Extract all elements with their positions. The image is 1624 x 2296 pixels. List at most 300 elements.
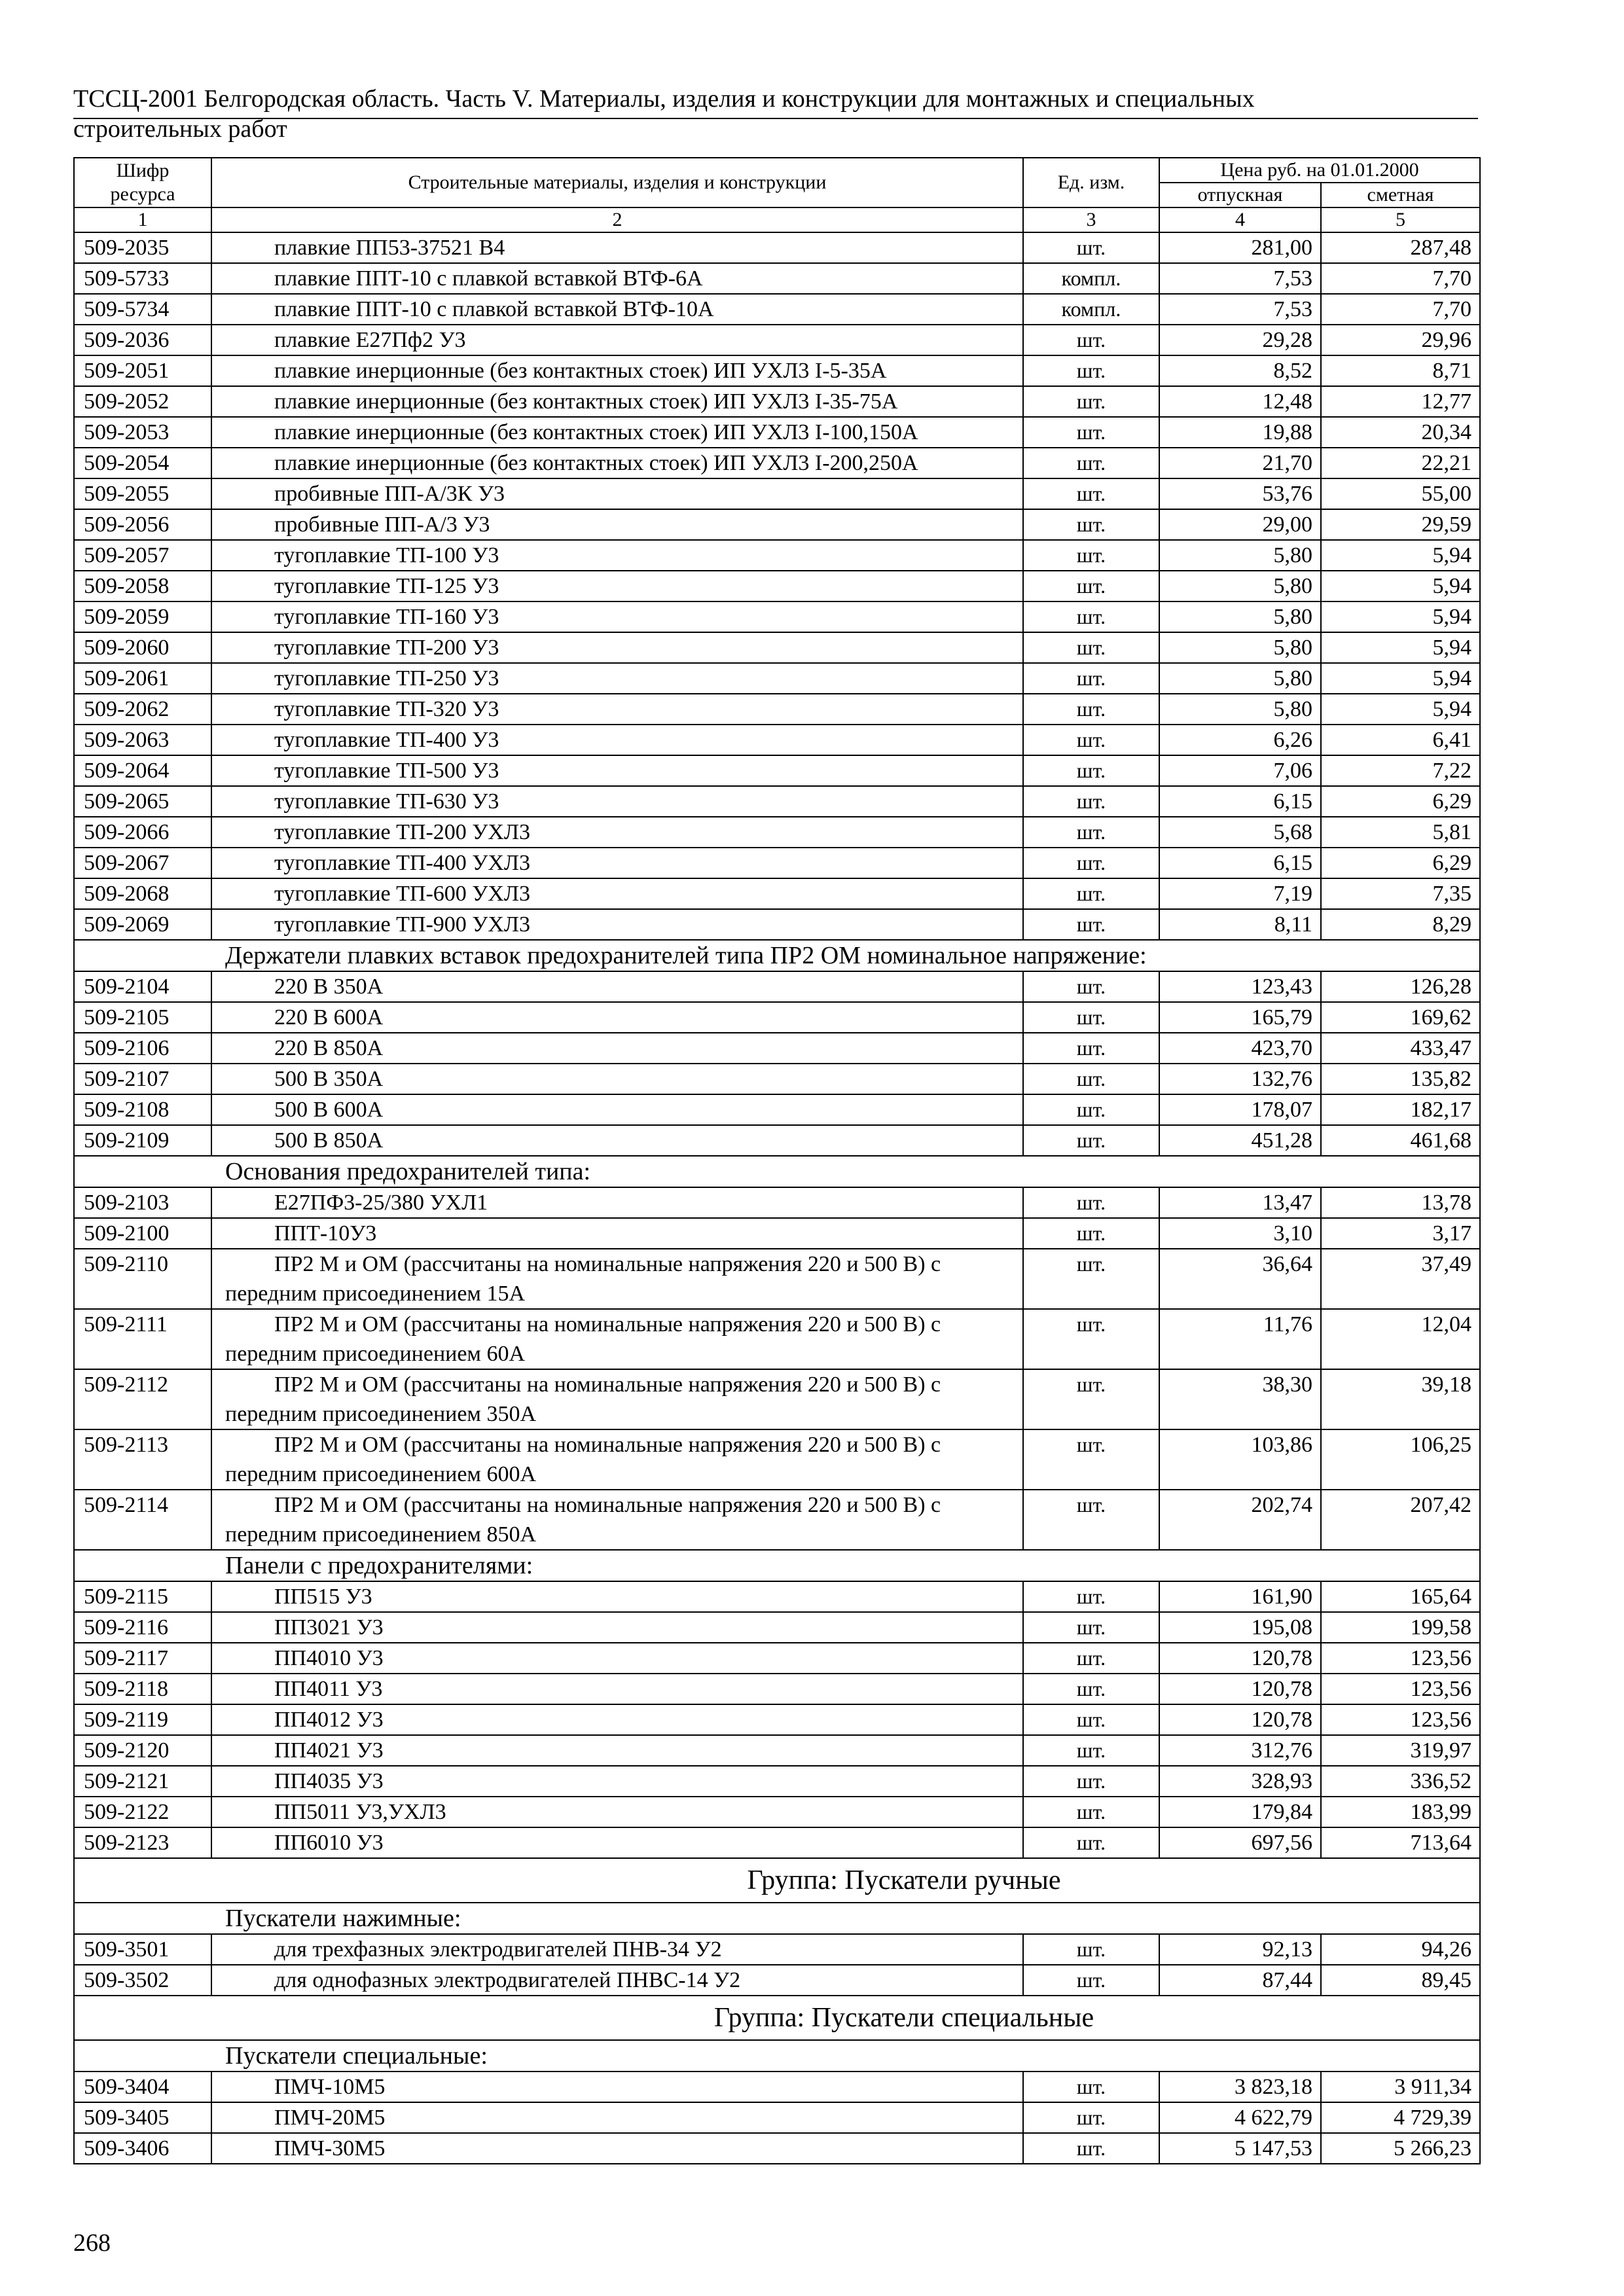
material-name: ПП4010 У3 <box>211 1643 1023 1674</box>
material-name: плавкие инерционные (без контактных стоек) ИП УХЛ3 I-35-75А <box>211 386 1023 417</box>
resource-code: 509-2111 <box>74 1309 211 1369</box>
header-title-line1: ТССЦ-2001 Белгородская область. Часть V. Материалы, изделия и конструкции для монтажных и специальных <box>73 85 1255 113</box>
unit-of-measure: шт. <box>1023 1674 1159 1704</box>
release-price: 7,53 <box>1159 294 1321 325</box>
material-name: ППТ-10У3 <box>211 1218 1023 1249</box>
column-number: 4 <box>1159 207 1321 232</box>
subsection-row <box>74 1903 1480 1934</box>
estimate-price: 5,94 <box>1321 694 1480 725</box>
unit-of-measure: шт. <box>1023 509 1159 540</box>
release-price: 120,78 <box>1159 1704 1321 1735</box>
unit-of-measure: шт. <box>1023 1612 1159 1643</box>
table-row <box>74 1064 1480 1094</box>
unit-of-measure: шт. <box>1023 540 1159 571</box>
unit-of-measure: шт. <box>1023 1369 1159 1429</box>
unit-of-measure: шт. <box>1023 1704 1159 1735</box>
unit-of-measure: шт. <box>1023 1064 1159 1094</box>
estimate-price: 6,29 <box>1321 786 1480 817</box>
table-row <box>74 1674 1480 1704</box>
material-name: ПР2 М и ОМ (рассчитаны на номинальные напряжения 220 и 500 В) с передним присоединением 15А <box>211 1249 1023 1309</box>
header-estimate: сметная <box>1321 183 1480 207</box>
release-price: 697,56 <box>1159 1827 1321 1858</box>
estimate-price: 433,47 <box>1321 1033 1480 1064</box>
resource-code: 509-2109 <box>74 1125 211 1156</box>
resource-code: 509-2113 <box>74 1429 211 1490</box>
material-name: ПР2 М и ОМ (рассчитаны на номинальные напряжения 220 и 500 В) с передним присоединением 600А <box>211 1429 1023 1490</box>
material-name: ПМЧ-10М5 <box>211 2072 1023 2102</box>
page-header <box>73 84 1478 144</box>
release-price: 120,78 <box>1159 1643 1321 1674</box>
unit-of-measure: шт. <box>1023 1827 1159 1858</box>
unit-of-measure: шт. <box>1023 386 1159 417</box>
resource-code: 509-2119 <box>74 1704 211 1735</box>
resource-code: 509-2058 <box>74 571 211 601</box>
unit-of-measure: шт. <box>1023 1766 1159 1797</box>
material-name: тугоплавкие ТП-900 УХЛ3 <box>211 909 1023 940</box>
table-row <box>74 1612 1480 1643</box>
table-row <box>74 2072 1480 2102</box>
estimate-price: 55,00 <box>1321 478 1480 509</box>
resource-code: 509-2067 <box>74 848 211 878</box>
material-name: ПР2 М и ОМ (рассчитаны на номинальные напряжения 220 и 500 В) с передним присоединением 60А <box>211 1309 1023 1369</box>
resource-code: 509-2110 <box>74 1249 211 1309</box>
resource-code: 509-2103 <box>74 1187 211 1218</box>
estimate-price: 94,26 <box>1321 1934 1480 1965</box>
estimate-price: 5,94 <box>1321 601 1480 632</box>
release-price: 178,07 <box>1159 1094 1321 1125</box>
estimate-price: 287,48 <box>1321 232 1480 263</box>
table-row <box>74 509 1480 540</box>
estimate-price: 12,77 <box>1321 386 1480 417</box>
unit-of-measure: компл. <box>1023 294 1159 325</box>
table-row <box>74 601 1480 632</box>
release-price: 161,90 <box>1159 1581 1321 1612</box>
unit-of-measure: шт. <box>1023 694 1159 725</box>
estimate-price: 336,52 <box>1321 1766 1480 1797</box>
material-name: 500 В 600А <box>211 1094 1023 1125</box>
subsection-row <box>74 940 1480 971</box>
table-row <box>74 1002 1480 1033</box>
table-row <box>74 448 1480 478</box>
estimate-price: 135,82 <box>1321 1064 1480 1094</box>
release-price: 6,26 <box>1159 725 1321 755</box>
material-name: тугоплавкие ТП-200 УХЛ3 <box>211 817 1023 848</box>
table-row <box>74 540 1480 571</box>
estimate-price: 182,17 <box>1321 1094 1480 1125</box>
table-row <box>74 817 1480 848</box>
estimate-price: 7,22 <box>1321 755 1480 786</box>
resource-code: 509-2055 <box>74 478 211 509</box>
resource-code: 509-2118 <box>74 1674 211 1704</box>
estimate-price: 5 266,23 <box>1321 2133 1480 2164</box>
unit-of-measure: шт. <box>1023 601 1159 632</box>
resource-code: 509-2116 <box>74 1612 211 1643</box>
release-price: 3,10 <box>1159 1218 1321 1249</box>
table-row <box>74 725 1480 755</box>
subsection-title: Держатели плавких вставок предохранителей типа ПР2 ОМ номинальное напряжение: <box>74 940 1480 971</box>
estimate-price: 169,62 <box>1321 1002 1480 1033</box>
estimate-price: 29,96 <box>1321 325 1480 355</box>
material-name: 220 В 600А <box>211 1002 1023 1033</box>
resource-code: 509-2059 <box>74 601 211 632</box>
estimate-price: 89,45 <box>1321 1965 1480 1996</box>
subsection-title: Основания предохранителей типа: <box>74 1156 1480 1187</box>
unit-of-measure: шт. <box>1023 1490 1159 1550</box>
resource-code: 509-3501 <box>74 1934 211 1965</box>
estimate-price: 199,58 <box>1321 1612 1480 1643</box>
release-price: 5 147,53 <box>1159 2133 1321 2164</box>
resource-code: 509-2115 <box>74 1581 211 1612</box>
release-price: 179,84 <box>1159 1797 1321 1827</box>
release-price: 328,93 <box>1159 1766 1321 1797</box>
resource-code: 509-2106 <box>74 1033 211 1064</box>
release-price: 7,06 <box>1159 755 1321 786</box>
estimate-price: 20,34 <box>1321 417 1480 448</box>
table-row <box>74 755 1480 786</box>
material-name: тугоплавкие ТП-160 У3 <box>211 601 1023 632</box>
resource-code: 509-2056 <box>74 509 211 540</box>
estimate-price: 123,56 <box>1321 1704 1480 1735</box>
unit-of-measure: шт. <box>1023 817 1159 848</box>
resource-code: 509-2122 <box>74 1797 211 1827</box>
estimate-price: 5,94 <box>1321 663 1480 694</box>
table-row <box>74 786 1480 817</box>
resource-code: 509-2121 <box>74 1766 211 1797</box>
table-row <box>74 478 1480 509</box>
estimate-price: 7,35 <box>1321 878 1480 909</box>
unit-of-measure: шт. <box>1023 571 1159 601</box>
table-row <box>74 663 1480 694</box>
estimate-price: 22,21 <box>1321 448 1480 478</box>
unit-of-measure: шт. <box>1023 971 1159 1002</box>
estimate-price: 713,64 <box>1321 1827 1480 1858</box>
release-price: 5,80 <box>1159 694 1321 725</box>
table-row <box>74 694 1480 725</box>
resource-code: 509-5733 <box>74 263 211 294</box>
material-name: тугоплавкие ТП-400 У3 <box>211 725 1023 755</box>
table-row <box>74 1581 1480 1612</box>
resource-code: 509-2064 <box>74 755 211 786</box>
header-release: отпускная <box>1159 183 1321 207</box>
unit-of-measure: шт. <box>1023 355 1159 386</box>
estimate-price: 123,56 <box>1321 1674 1480 1704</box>
material-name: плавкие ПП53-37521 В4 <box>211 232 1023 263</box>
material-name: ПП515 У3 <box>211 1581 1023 1612</box>
material-name: ПР2 М и ОМ (рассчитаны на номинальные напряжения 220 и 500 В) с передним присоединением 850А <box>211 1490 1023 1550</box>
unit-of-measure: шт. <box>1023 1094 1159 1125</box>
resource-code: 509-2057 <box>74 540 211 571</box>
release-price: 19,88 <box>1159 417 1321 448</box>
estimate-price: 3,17 <box>1321 1218 1480 1249</box>
resource-code: 509-2112 <box>74 1369 211 1429</box>
table-header-row <box>74 158 1480 183</box>
header-unit: Ед. изм. <box>1023 158 1159 207</box>
resource-code: 509-2060 <box>74 632 211 663</box>
column-numbers-row <box>74 207 1480 232</box>
table-row <box>74 232 1480 263</box>
resource-code: 509-2061 <box>74 663 211 694</box>
release-price: 87,44 <box>1159 1965 1321 1996</box>
material-name: ПП3021 У3 <box>211 1612 1023 1643</box>
material-name: плавкие Е27Пф2 У3 <box>211 325 1023 355</box>
release-price: 12,48 <box>1159 386 1321 417</box>
material-name: пробивные ПП-А/3 У3 <box>211 509 1023 540</box>
table-row <box>74 1704 1480 1735</box>
unit-of-measure: шт. <box>1023 232 1159 263</box>
material-name: Е27ПФ3-25/380 УХЛ1 <box>211 1187 1023 1218</box>
resource-code: 509-2065 <box>74 786 211 817</box>
release-price: 5,80 <box>1159 601 1321 632</box>
unit-of-measure: шт. <box>1023 1965 1159 1996</box>
estimate-price: 29,59 <box>1321 509 1480 540</box>
resource-code: 509-2062 <box>74 694 211 725</box>
resource-code: 509-2052 <box>74 386 211 417</box>
table-row <box>74 1965 1480 1996</box>
unit-of-measure: шт. <box>1023 1218 1159 1249</box>
subsection-title: Панели с предохранителями: <box>74 1550 1480 1581</box>
table-row <box>74 1369 1480 1429</box>
resource-code: 509-2068 <box>74 878 211 909</box>
estimate-price: 5,81 <box>1321 817 1480 848</box>
release-price: 92,13 <box>1159 1934 1321 1965</box>
unit-of-measure: компл. <box>1023 263 1159 294</box>
estimate-price: 106,25 <box>1321 1429 1480 1490</box>
release-price: 53,76 <box>1159 478 1321 509</box>
release-price: 38,30 <box>1159 1369 1321 1429</box>
unit-of-measure: шт. <box>1023 448 1159 478</box>
unit-of-measure: шт. <box>1023 725 1159 755</box>
resource-code: 509-2114 <box>74 1490 211 1550</box>
release-price: 165,79 <box>1159 1002 1321 1033</box>
material-name: тугоплавкие ТП-630 У3 <box>211 786 1023 817</box>
column-number: 2 <box>211 207 1023 232</box>
table-row <box>74 1125 1480 1156</box>
unit-of-measure: шт. <box>1023 1934 1159 1965</box>
release-price: 5,80 <box>1159 571 1321 601</box>
resource-code: 509-5734 <box>74 294 211 325</box>
unit-of-measure: шт. <box>1023 478 1159 509</box>
page-number: 268 <box>73 2229 111 2257</box>
material-name: ПП4012 У3 <box>211 1704 1023 1735</box>
resource-code: 509-3404 <box>74 2072 211 2102</box>
estimate-price: 165,64 <box>1321 1581 1480 1612</box>
estimate-price: 8,71 <box>1321 355 1480 386</box>
release-price: 8,52 <box>1159 355 1321 386</box>
release-price: 281,00 <box>1159 232 1321 263</box>
material-name: 500 В 850А <box>211 1125 1023 1156</box>
resource-code: 509-3502 <box>74 1965 211 1996</box>
resource-code: 509-2035 <box>74 232 211 263</box>
unit-of-measure: шт. <box>1023 1187 1159 1218</box>
estimate-price: 126,28 <box>1321 971 1480 1002</box>
table-row <box>74 571 1480 601</box>
material-name: 220 В 850А <box>211 1033 1023 1064</box>
estimate-price: 7,70 <box>1321 263 1480 294</box>
price-table <box>73 157 1481 2164</box>
table-row <box>74 1187 1480 1218</box>
estimate-price: 5,94 <box>1321 571 1480 601</box>
table-row <box>74 2102 1480 2133</box>
estimate-price: 6,41 <box>1321 725 1480 755</box>
material-name: тугоплавкие ТП-320 У3 <box>211 694 1023 725</box>
estimate-price: 5,94 <box>1321 540 1480 571</box>
release-price: 8,11 <box>1159 909 1321 940</box>
release-price: 7,53 <box>1159 263 1321 294</box>
release-price: 7,19 <box>1159 878 1321 909</box>
resource-code: 509-2107 <box>74 1064 211 1094</box>
resource-code: 509-2117 <box>74 1643 211 1674</box>
table-row <box>74 632 1480 663</box>
table-row <box>74 355 1480 386</box>
material-name: ПМЧ-20М5 <box>211 2102 1023 2133</box>
subsection-row <box>74 2040 1480 2072</box>
table-row <box>74 1643 1480 1674</box>
table-row <box>74 1033 1480 1064</box>
table-row <box>74 848 1480 878</box>
release-price: 5,80 <box>1159 632 1321 663</box>
estimate-price: 13,78 <box>1321 1187 1480 1218</box>
table-row <box>74 878 1480 909</box>
resource-code: 509-2063 <box>74 725 211 755</box>
header-code: Шифр ресурса <box>74 158 211 207</box>
table-row <box>74 1429 1480 1490</box>
unit-of-measure: шт. <box>1023 2072 1159 2102</box>
unit-of-measure: шт. <box>1023 1249 1159 1309</box>
material-name: ПП4035 У3 <box>211 1766 1023 1797</box>
material-name: плавкие ППТ-10 с плавкой вставкой ВТФ-6А <box>211 263 1023 294</box>
unit-of-measure: шт. <box>1023 632 1159 663</box>
material-name: плавкие инерционные (без контактных стоек) ИП УХЛ3 I-100,150А <box>211 417 1023 448</box>
estimate-price: 461,68 <box>1321 1125 1480 1156</box>
material-name: ПМЧ-30М5 <box>211 2133 1023 2164</box>
release-price: 451,28 <box>1159 1125 1321 1156</box>
release-price: 132,76 <box>1159 1064 1321 1094</box>
table-row <box>74 417 1480 448</box>
release-price: 5,80 <box>1159 540 1321 571</box>
material-name: тугоплавкие ТП-400 УХЛ3 <box>211 848 1023 878</box>
table-row <box>74 1827 1480 1858</box>
material-name: тугоплавкие ТП-250 У3 <box>211 663 1023 694</box>
resource-code: 509-2066 <box>74 817 211 848</box>
group-row <box>74 1858 1480 1903</box>
table-row <box>74 1094 1480 1125</box>
material-name: ПР2 М и ОМ (рассчитаны на номинальные напряжения 220 и 500 В) с передним присоединением 350А <box>211 1369 1023 1429</box>
unit-of-measure: шт. <box>1023 2133 1159 2164</box>
resource-code: 509-3405 <box>74 2102 211 2133</box>
resource-code: 509-2123 <box>74 1827 211 1858</box>
release-price: 195,08 <box>1159 1612 1321 1643</box>
header-title-line2: строительных работ <box>73 115 287 143</box>
table-row <box>74 1218 1480 1249</box>
release-price: 5,68 <box>1159 817 1321 848</box>
release-price: 21,70 <box>1159 448 1321 478</box>
table-row <box>74 386 1480 417</box>
resource-code: 509-2108 <box>74 1094 211 1125</box>
column-number: 1 <box>74 207 211 232</box>
table-row <box>74 263 1480 294</box>
material-name: 220 В 350А <box>211 971 1023 1002</box>
unit-of-measure: шт. <box>1023 909 1159 940</box>
unit-of-measure: шт. <box>1023 848 1159 878</box>
resource-code: 509-2036 <box>74 325 211 355</box>
release-price: 202,74 <box>1159 1490 1321 1550</box>
material-name: для однофазных электродвигателей ПНВС-14 У2 <box>211 1965 1023 1996</box>
resource-code: 509-2053 <box>74 417 211 448</box>
material-name: ПП6010 У3 <box>211 1827 1023 1858</box>
material-name: для трехфазных электродвигателей ПНВ-34 У2 <box>211 1934 1023 1965</box>
subsection-row <box>74 1156 1480 1187</box>
subsection-row <box>74 1550 1480 1581</box>
table-row <box>74 1735 1480 1766</box>
release-price: 29,00 <box>1159 509 1321 540</box>
material-name: пробивные ПП-А/3К У3 <box>211 478 1023 509</box>
unit-of-measure: шт. <box>1023 786 1159 817</box>
release-price: 13,47 <box>1159 1187 1321 1218</box>
release-price: 103,86 <box>1159 1429 1321 1490</box>
subsection-title: Пускатели специальные: <box>74 2040 1480 2072</box>
release-price: 5,80 <box>1159 663 1321 694</box>
group-title: Группа: Пускатели ручные <box>74 1858 1480 1903</box>
unit-of-measure: шт. <box>1023 1125 1159 1156</box>
estimate-price: 37,49 <box>1321 1249 1480 1309</box>
header-name: Строительные материалы, изделия и конструкции <box>211 158 1023 207</box>
estimate-price: 6,29 <box>1321 848 1480 878</box>
estimate-price: 319,97 <box>1321 1735 1480 1766</box>
table-row <box>74 2133 1480 2164</box>
table-row <box>74 909 1480 940</box>
release-price: 423,70 <box>1159 1033 1321 1064</box>
table-row <box>74 1309 1480 1369</box>
release-price: 29,28 <box>1159 325 1321 355</box>
release-price: 11,76 <box>1159 1309 1321 1369</box>
unit-of-measure: шт. <box>1023 1309 1159 1369</box>
estimate-price: 207,42 <box>1321 1490 1480 1550</box>
resource-code: 509-2104 <box>74 971 211 1002</box>
group-row <box>74 1996 1480 2040</box>
release-price: 120,78 <box>1159 1674 1321 1704</box>
material-name: 500 В 350А <box>211 1064 1023 1094</box>
unit-of-measure: шт. <box>1023 1797 1159 1827</box>
material-name: тугоплавкие ТП-500 У3 <box>211 755 1023 786</box>
table-row <box>74 1934 1480 1965</box>
unit-of-measure: шт. <box>1023 663 1159 694</box>
estimate-price: 5,94 <box>1321 632 1480 663</box>
release-price: 36,64 <box>1159 1249 1321 1309</box>
material-name: ПП5011 У3,УХЛ3 <box>211 1797 1023 1827</box>
material-name: плавкие ППТ-10 с плавкой вставкой ВТФ-10А <box>211 294 1023 325</box>
unit-of-measure: шт. <box>1023 2102 1159 2133</box>
estimate-price: 123,56 <box>1321 1643 1480 1674</box>
resource-code: 509-2054 <box>74 448 211 478</box>
material-name: тугоплавкие ТП-200 У3 <box>211 632 1023 663</box>
resource-code: 509-2120 <box>74 1735 211 1766</box>
resource-code: 509-2100 <box>74 1218 211 1249</box>
material-name: плавкие инерционные (без контактных стоек) ИП УХЛ3 I-5-35А <box>211 355 1023 386</box>
release-price: 312,76 <box>1159 1735 1321 1766</box>
unit-of-measure: шт. <box>1023 1002 1159 1033</box>
unit-of-measure: шт. <box>1023 1033 1159 1064</box>
estimate-price: 7,70 <box>1321 294 1480 325</box>
unit-of-measure: шт. <box>1023 1581 1159 1612</box>
estimate-price: 12,04 <box>1321 1309 1480 1369</box>
table-row <box>74 1766 1480 1797</box>
unit-of-measure: шт. <box>1023 325 1159 355</box>
table-row <box>74 1490 1480 1550</box>
release-price: 6,15 <box>1159 786 1321 817</box>
estimate-price: 8,29 <box>1321 909 1480 940</box>
resource-code: 509-3406 <box>74 2133 211 2164</box>
unit-of-measure: шт. <box>1023 1643 1159 1674</box>
